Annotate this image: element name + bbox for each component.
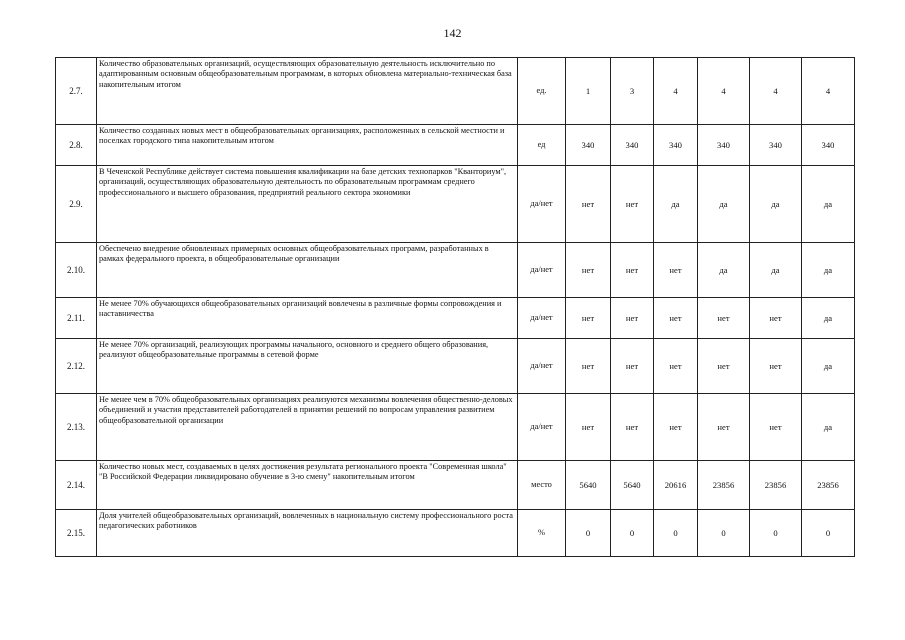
row-value: нет <box>611 166 654 243</box>
row-value: нет <box>698 298 750 339</box>
row-value: да <box>654 166 698 243</box>
row-unit: ед <box>518 125 566 166</box>
row-value: да <box>698 166 750 243</box>
row-number: 2.7. <box>56 58 97 125</box>
row-value: 20616 <box>654 461 698 510</box>
row-value: нет <box>566 394 611 461</box>
row-number: 2.14. <box>56 461 97 510</box>
row-value: да <box>750 166 802 243</box>
page-number: 142 <box>443 26 462 40</box>
table-row <box>56 243 855 298</box>
row-value: нет <box>750 298 802 339</box>
table-row <box>56 298 855 339</box>
row-unit: ед. <box>518 58 566 125</box>
row-value: 0 <box>802 510 855 557</box>
row-value: 23856 <box>802 461 855 510</box>
row-value: нет <box>750 339 802 394</box>
row-value: да <box>802 166 855 243</box>
row-unit: да/нет <box>518 243 566 298</box>
row-value: нет <box>566 298 611 339</box>
row-value: нет <box>654 394 698 461</box>
row-value: 4 <box>802 58 855 125</box>
row-unit: место <box>518 461 566 510</box>
row-value: 5640 <box>566 461 611 510</box>
table-row <box>56 166 855 243</box>
row-number: 2.8. <box>56 125 97 166</box>
row-description: Количество образовательных организаций, осуществляющих образовательную деятельность исключительно по адаптированным основным общеобразовательным программам, в которых обновлена материально-техническая база накопительным итогом <box>97 58 518 125</box>
row-value: 0 <box>698 510 750 557</box>
row-number: 2.9. <box>56 166 97 243</box>
row-value: нет <box>654 243 698 298</box>
row-value: 23856 <box>698 461 750 510</box>
row-value: да <box>802 339 855 394</box>
row-description: Количество созданных новых мест в общеобразовательных организациях, расположенных в сельской местности и поселках городского типа накопительным итогом <box>97 125 518 166</box>
table-row <box>56 339 855 394</box>
table-row <box>56 510 855 557</box>
row-value: да <box>750 243 802 298</box>
row-number: 2.15. <box>56 510 97 557</box>
table-row <box>56 58 855 125</box>
table-row <box>56 461 855 510</box>
row-description: В Чеченской Республике действует система повышения квалификации на базе детских технопарков "Кванториум", организаций, осуществляющих образовательную деятельность по образовательным программам среднего профессионального и высшего образования, предприятий реального сектора экономики <box>97 166 518 243</box>
row-value: 340 <box>698 125 750 166</box>
row-value: нет <box>611 298 654 339</box>
row-value: 23856 <box>750 461 802 510</box>
row-value: нет <box>566 243 611 298</box>
row-value: 0 <box>566 510 611 557</box>
row-unit: да/нет <box>518 394 566 461</box>
row-value: 340 <box>654 125 698 166</box>
row-number: 2.12. <box>56 339 97 394</box>
indicators-table <box>55 57 855 557</box>
row-number: 2.10. <box>56 243 97 298</box>
row-value: да <box>698 243 750 298</box>
row-description: Не менее 70% организаций, реализующих программы начального, основного и среднего общего образования, реализуют общеобразовательные программы в сетевой форме <box>97 339 518 394</box>
row-number: 2.11. <box>56 298 97 339</box>
row-description: Доля учителей общеобразовательных организаций, вовлеченных в национальную систему профессионального роста педагогических работников <box>97 510 518 557</box>
row-value: нет <box>611 394 654 461</box>
row-value: 4 <box>750 58 802 125</box>
row-value: 0 <box>750 510 802 557</box>
row-value: нет <box>611 243 654 298</box>
row-value: 340 <box>566 125 611 166</box>
row-value: да <box>802 243 855 298</box>
row-value: нет <box>750 394 802 461</box>
row-value: нет <box>698 339 750 394</box>
row-value: нет <box>611 339 654 394</box>
row-unit: да/нет <box>518 339 566 394</box>
row-value: 340 <box>611 125 654 166</box>
table-row <box>56 394 855 461</box>
row-unit: да/нет <box>518 166 566 243</box>
row-unit: да/нет <box>518 298 566 339</box>
table-row <box>56 125 855 166</box>
table-body <box>56 58 855 557</box>
row-value: да <box>802 394 855 461</box>
row-value: 4 <box>654 58 698 125</box>
row-unit: % <box>518 510 566 557</box>
row-number: 2.13. <box>56 394 97 461</box>
row-value: 0 <box>611 510 654 557</box>
row-value: нет <box>566 166 611 243</box>
row-value: 1 <box>566 58 611 125</box>
row-value: 340 <box>750 125 802 166</box>
row-description: Количество новых мест, создаваемых в целях достижения результата регионального проекта "Современная школа" "В Российской Федерации ликвидировано обучение в 3-ю смену" накопительным итогом <box>97 461 518 510</box>
row-value: 0 <box>654 510 698 557</box>
row-value: нет <box>654 298 698 339</box>
row-value: 5640 <box>611 461 654 510</box>
row-value: да <box>802 298 855 339</box>
row-value: 3 <box>611 58 654 125</box>
row-description: Не менее чем в 70% общеобразовательных организациях реализуются механизмы вовлечения общественно-деловых объединений и участия представителей работодателей в принятии решений по вопросам управления развитием общеобразовательной организации <box>97 394 518 461</box>
row-value: нет <box>698 394 750 461</box>
row-value: нет <box>566 339 611 394</box>
row-value: 4 <box>698 58 750 125</box>
row-description: Обеспечено внедрение обновленных примерных основных общеобразовательных программ, разработанных в рамках федерального проекта, в общеобразовательные организации <box>97 243 518 298</box>
row-value: 340 <box>802 125 855 166</box>
row-description: Не менее 70% обучающихся общеобразовательных организаций вовлечены в различные формы сопровождения и наставничества <box>97 298 518 339</box>
row-value: нет <box>654 339 698 394</box>
